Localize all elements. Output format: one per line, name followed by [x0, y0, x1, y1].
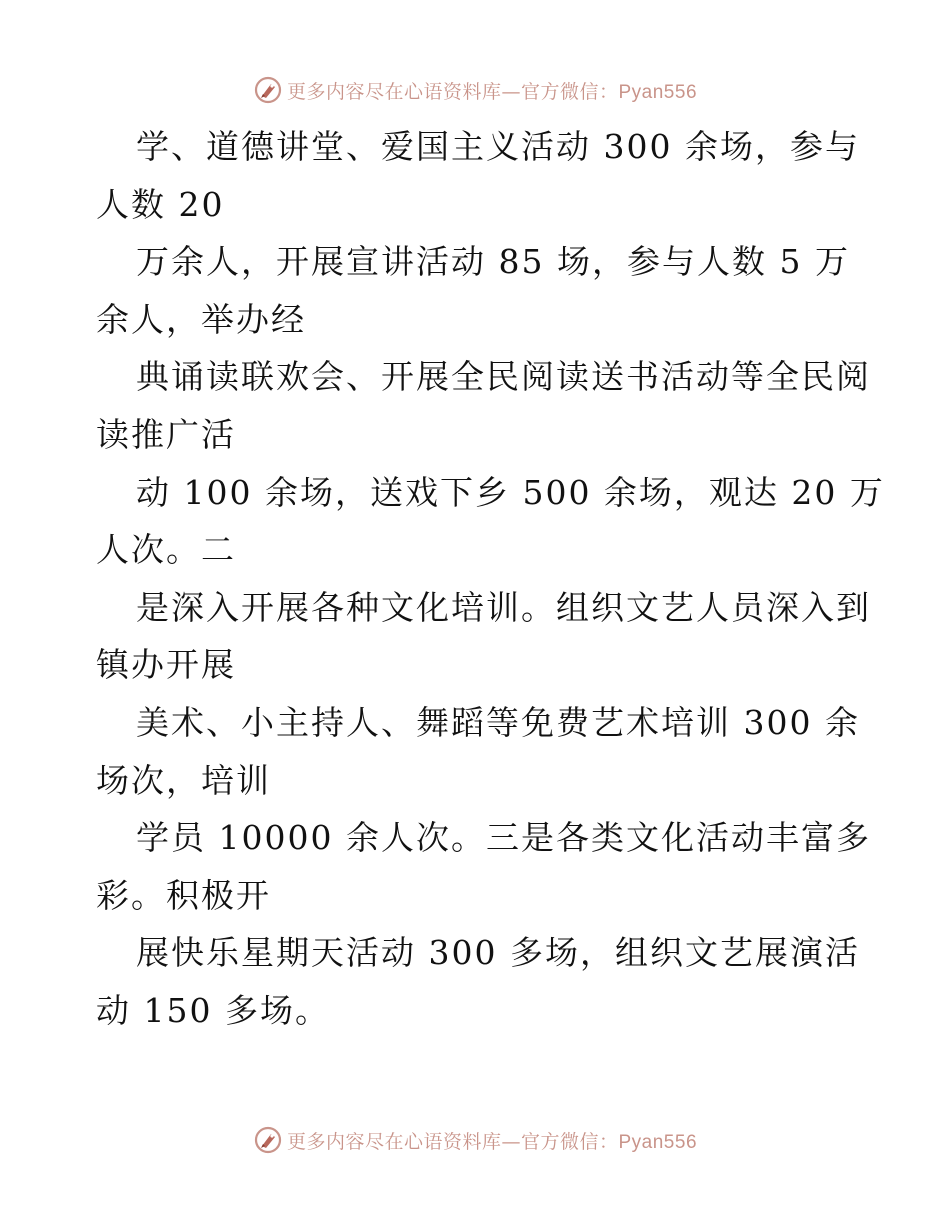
- header-watermark: [0, 72, 950, 108]
- body-line: 展快乐星期天活动 300 多场，组织文艺展演活: [136, 933, 860, 973]
- document-body: [96, 118, 885, 1040]
- body-line: 典诵读联欢会、开展全民阅读送书活动等全民阅: [136, 357, 871, 397]
- body-line: 学、道德讲堂、爱国主义活动 300 余场，参与: [136, 127, 860, 166]
- footer-watermark: [0, 1122, 950, 1158]
- body-line: 动 100 余场，送戏下乡 500 余场，观达 20 万: [136, 472, 885, 512]
- body-line: 学员 10000 余人次。三是各类文化活动丰富多: [136, 818, 871, 858]
- watermark-cn-text: 更多内容尽在心语资料库—官方微信：: [286, 1130, 619, 1153]
- body-line: 场次，培训: [96, 760, 271, 800]
- body-line: 万余人，开展宣讲活动 85 场，参与人数 5 万: [136, 242, 850, 282]
- watermark-text: [287, 1127, 697, 1154]
- body-line: 是深入开展各种文化培训。组织文艺人员深入到: [136, 587, 871, 627]
- watermark-id-text: Pyan556: [618, 1131, 698, 1153]
- body-line: 镇办开展: [96, 645, 236, 685]
- pen-nib-seal-icon: [253, 75, 283, 105]
- body-line: 人数 20: [96, 184, 225, 224]
- body-line: 动 150 多场。: [96, 990, 330, 1030]
- watermark-text: [287, 77, 697, 104]
- pen-nib-seal-icon: [253, 1125, 283, 1155]
- body-line: 美术、小主持人、舞蹈等免费艺术培训 300 余: [136, 702, 860, 742]
- body-line: 彩。积极开: [96, 875, 271, 915]
- body-line: 读推广活: [96, 414, 236, 454]
- body-line: 人次。二: [96, 530, 236, 570]
- watermark-id-text: Pyan556: [618, 81, 698, 103]
- body-line: 余人，举办经: [96, 299, 306, 339]
- watermark-cn-text: 更多内容尽在心语资料库—官方微信：: [286, 80, 619, 103]
